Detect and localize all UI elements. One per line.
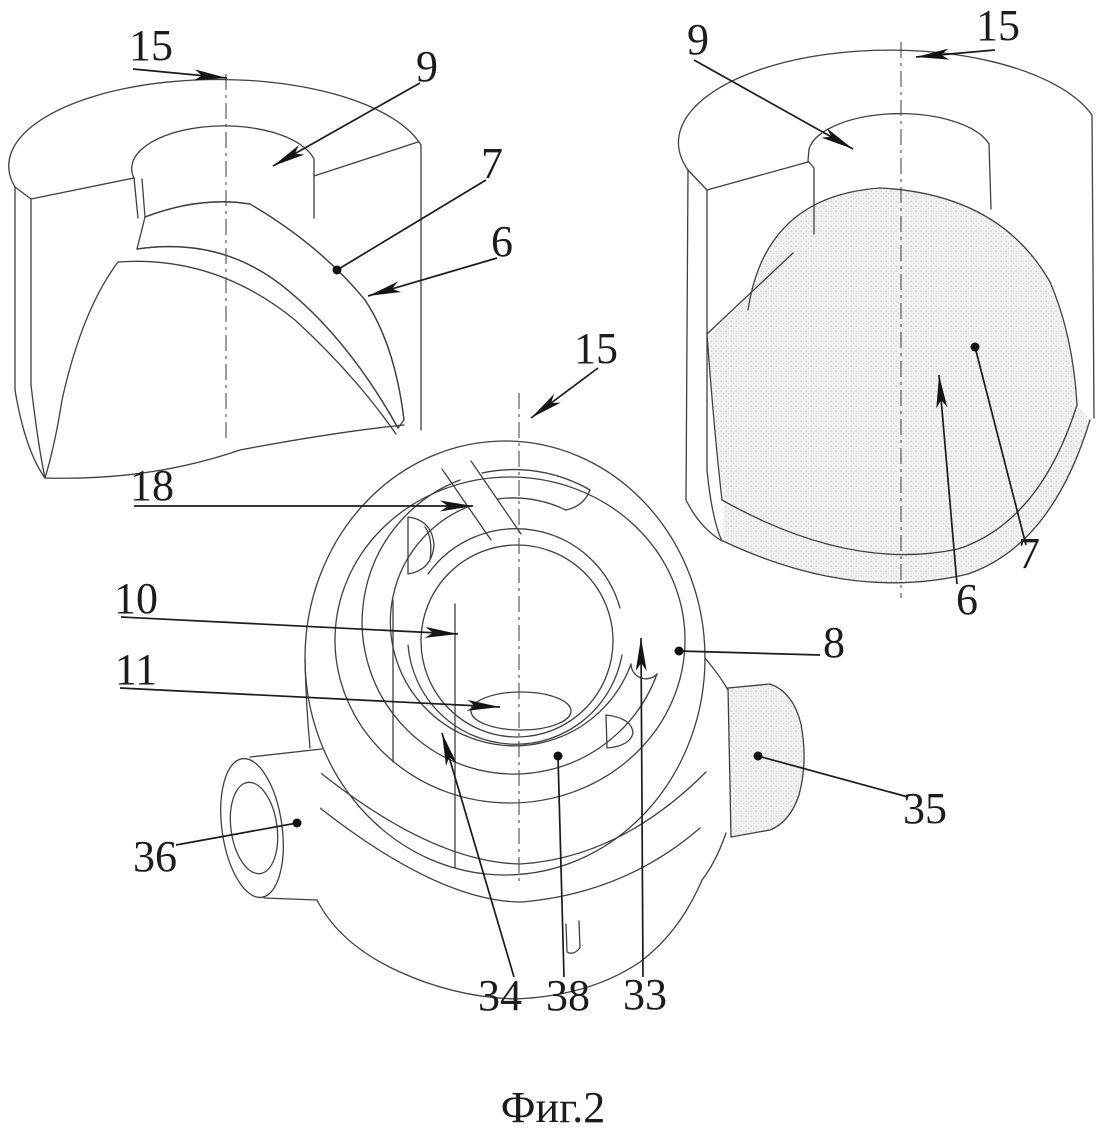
shell-lip-upper-arc: [137, 247, 398, 428]
view-middle-assembly-body: [213, 393, 805, 999]
leader-6-left: [368, 258, 497, 296]
leader-7-left: [337, 180, 486, 270]
callout-38-middle: 38: [546, 971, 590, 1020]
figure-caption: Фиг.2: [500, 1083, 606, 1132]
dome-shaded-surface: [137, 202, 404, 428]
callout-33-middle: 33: [623, 970, 667, 1019]
leader-dot-7-left: [333, 266, 342, 275]
right-boss: [728, 684, 804, 837]
callout-15-upper-right: 15: [976, 1, 1020, 50]
left-wall-outer-edge: [686, 170, 688, 500]
outer-rim-top-arc: [678, 50, 1092, 170]
body-right-side-lower: [702, 833, 726, 880]
callout-34-middle: 34: [478, 971, 522, 1020]
leader-33: [641, 638, 643, 977]
right-outer-edge: [1092, 115, 1094, 418]
leader-dot-36: [293, 819, 302, 828]
leader-dot-7-right: [971, 343, 980, 352]
view-upper-right-cutaway-cup: [678, 42, 1094, 598]
callout-6-upper-right: 6: [956, 575, 978, 624]
callout-9-upper-left: 9: [416, 42, 438, 91]
callout-8-middle: 8: [823, 618, 845, 667]
cut-face-top-edge: [314, 142, 418, 176]
groove-outer-arc-short: [482, 470, 590, 490]
leader-9-right: [694, 60, 853, 149]
left-wall-taper: [686, 470, 722, 541]
inner-step-edge-left2: [142, 179, 145, 217]
callout-11-middle: 11: [114, 645, 158, 694]
callout-7-upper-left: 7: [481, 139, 503, 188]
callout-15-middle: 15: [574, 324, 618, 373]
sphere-pole-opening-ellipse: [471, 692, 571, 730]
dome-silhouette: [145, 202, 404, 420]
left-wall-taper-inner: [31, 385, 45, 478]
bottom-notch-lines: [566, 921, 580, 953]
top-face-left-cut-edge: [31, 178, 134, 199]
callout-36-middle: 36: [133, 832, 177, 881]
inner-opening-arc: [132, 126, 314, 178]
callout-35-middle: 35: [903, 784, 947, 833]
callout-18-middle: 18: [130, 461, 174, 510]
leader-9-left: [273, 83, 420, 166]
inner-opening-arc: [809, 114, 989, 149]
view-upper-left-cutaway-cup: [9, 74, 421, 478]
left-wall-top-bevel: [15, 187, 31, 199]
callout-7-upper-right: 7: [1018, 529, 1040, 578]
left-wall-top-bevel: [688, 170, 707, 190]
callout-10-middle: 10: [114, 574, 158, 623]
left-wall-taper-outer: [15, 390, 45, 478]
groove-inner-arc-short: [497, 498, 566, 510]
leader-dot-35: [754, 752, 763, 761]
leader-dot-8: [675, 647, 684, 656]
callout-15-upper-left: 15: [129, 21, 173, 70]
upper-left-tab: [408, 517, 434, 574]
groove-end-cap-lower-right: [631, 664, 657, 679]
bowl-outer-silhouette: [45, 262, 404, 478]
body-band-arc-upper: [312, 766, 706, 864]
cut-face-top-edge: [707, 162, 808, 190]
inner-wall-arc-top: [428, 529, 620, 608]
leader-15-middle: [531, 368, 598, 418]
leader-10: [121, 617, 458, 634]
inner-step-edge-left1: [134, 178, 138, 218]
leader-15-left: [133, 69, 227, 78]
leader-8: [679, 651, 820, 655]
leader-dot-38: [554, 752, 563, 761]
inner-cut-vertical-right: [989, 144, 991, 209]
central-bore-circle: [421, 545, 613, 737]
dome-shaded-surface: [708, 188, 1077, 555]
callout-6-upper-left: 6: [491, 217, 513, 266]
outer-rim-top-arc: [9, 79, 421, 187]
rim-inner-ellipse: [335, 477, 685, 803]
body-right-side-upper: [705, 658, 728, 690]
callout-9-upper-right: 9: [687, 15, 709, 64]
